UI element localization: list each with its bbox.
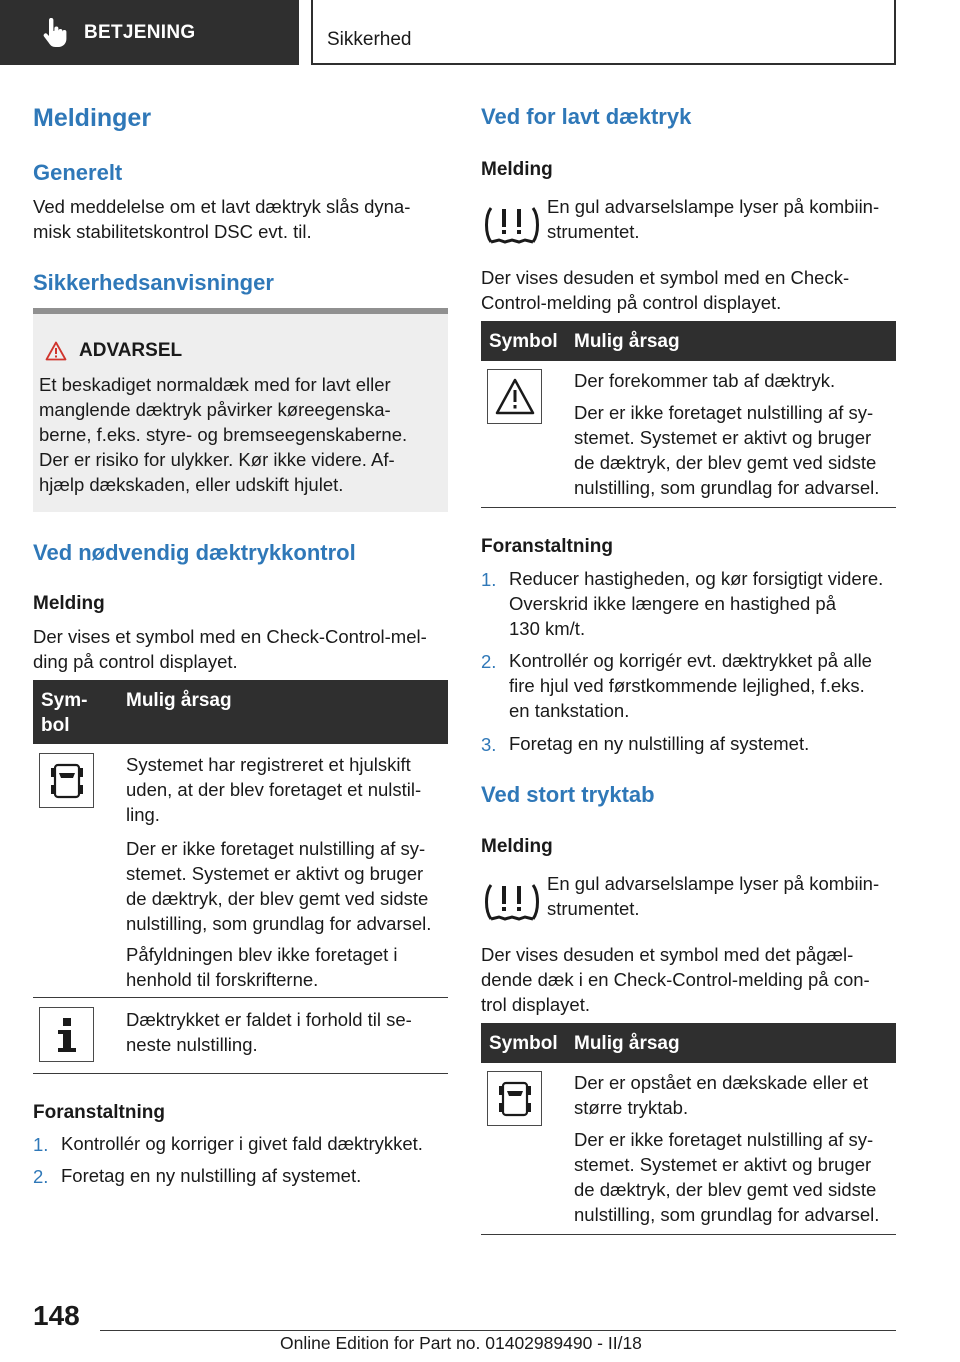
cause-line: de dæktryk, der blev gemt ved sidste — [126, 888, 429, 909]
safety-heading: Sikkerhedsanvisninger — [33, 270, 274, 295]
cause-line: større tryktab. — [574, 1097, 689, 1118]
action-label: Foranstaltning — [481, 536, 613, 557]
lamp-line: En gul advarselslampe lyser på kombiin- — [547, 196, 880, 217]
warning-line: Et beskadiget normaldæk med for lavt eller — [39, 374, 391, 395]
check-heading: Ved nødvendig dæktrykkontrol — [33, 540, 356, 565]
list-line: 130 km/t. — [509, 618, 586, 639]
cause-line: Der er ikke foretaget nulstilling af sy- — [126, 838, 426, 859]
also-line: trol displayet. — [481, 994, 590, 1015]
also-line: Control-melding på control displayet. — [481, 292, 782, 313]
cause-line: nulstilling, som grundlag for advarsel. — [126, 913, 432, 934]
melding-text-line-1: Der vises et symbol med en Check-Control-mel- — [33, 626, 427, 647]
lamp-text — [547, 871, 879, 921]
table-cell — [126, 752, 421, 827]
cause-line: Påfyldningen blev ikke foretaget i — [126, 944, 398, 965]
melding-label: Melding — [481, 159, 553, 180]
table-header — [481, 1023, 896, 1063]
cause-line: de dæktryk, der blev gemt ved sidste — [574, 452, 877, 473]
lamp-line: strumentet. — [547, 221, 640, 242]
cause-line: Der er ikke foretaget nulstilling af sy- — [574, 402, 874, 423]
row-divider — [33, 997, 448, 998]
low-pressure-heading: Ved for lavt dæktryk — [481, 104, 692, 129]
cause-line: Dæktrykket er faldet i forhold til se- — [126, 1009, 412, 1030]
warning-triangle-icon — [487, 369, 542, 424]
also-line: Der vises desuden et symbol med det pågæl- — [481, 944, 854, 965]
action-label: Foranstaltning — [33, 1102, 165, 1123]
list-line: en tankstation. — [509, 700, 630, 721]
cause-line: neste nulstilling. — [126, 1034, 258, 1055]
row-divider — [33, 1073, 448, 1074]
cause-line: Systemet har registreret et hjulskift — [126, 754, 411, 775]
column-header-cause: Mulig årsag — [574, 331, 680, 352]
list-number: 1. — [481, 569, 497, 590]
cause-line: stemet. Systemet er aktivt og bruger — [126, 863, 424, 884]
column-header-symbol: Symbol — [489, 331, 558, 352]
list-item: Kontrollér og korriger i givet fald dæktrykket. — [61, 1133, 423, 1154]
tire-car-icon — [39, 753, 94, 808]
column-header-symbol-2: bol — [41, 715, 70, 736]
section-label: BETJENING — [84, 21, 196, 43]
table-cell — [126, 1007, 412, 1057]
cause-line: nulstilling, som grundlag for advarsel. — [574, 477, 880, 498]
also-text — [481, 265, 849, 315]
column-header-symbol: Symbol — [489, 1033, 558, 1054]
warning-body — [39, 372, 407, 497]
also-line: Der vises desuden et symbol med en Check- — [481, 267, 850, 288]
list-item: Foretag en ny nulstilling af systemet. — [61, 1165, 362, 1186]
lamp-text — [547, 194, 879, 244]
list-line: fire hjul ved førstkommende lejlighed, f.eks. — [509, 675, 865, 696]
column-header-symbol-1: Sym- — [41, 690, 88, 711]
cause-line: stemet. Systemet er aktivt og bruger — [574, 1154, 872, 1175]
melding-label: Melding — [33, 593, 105, 614]
also-text — [481, 942, 870, 1017]
generelt-text-line-1: Ved meddelelse om et lavt dæktryk slås dyna- — [33, 196, 411, 217]
list-number: 1. — [33, 1134, 49, 1155]
table-header — [481, 321, 896, 361]
melding-label: Melding — [481, 836, 553, 857]
warning-line: berne, f.eks. styre- og bremseegenskaberne. — [39, 424, 408, 445]
table-cell — [574, 400, 879, 500]
table-cell — [126, 836, 431, 936]
footer-divider — [100, 1330, 896, 1331]
tire-pressure-warning-icon — [481, 873, 543, 931]
row-divider — [481, 1234, 896, 1235]
table-cell: Der forekommer tab af dæktryk. — [574, 370, 836, 391]
column-header-cause: Mulig årsag — [126, 690, 232, 711]
warning-line: Der er risiko for ulykker. Kør ikke videre. Af- — [39, 449, 395, 470]
table-cell — [126, 942, 398, 992]
cause-line: de dæktryk, der blev gemt ved sidste — [574, 1179, 877, 1200]
table-cell — [574, 1070, 868, 1120]
tire-car-icon — [487, 1071, 542, 1126]
cause-line: Der er opstået en dækskade eller et — [574, 1072, 869, 1093]
warning-line: hjælp dækskaden, eller udskift hjulet. — [39, 474, 344, 495]
lamp-line: En gul advarselslampe lyser på kombiin- — [547, 873, 880, 894]
list-line: Kontrollér og korrigér evt. dæktrykket på alle — [509, 650, 872, 671]
melding-text-line-2: ding på control displayet. — [33, 651, 238, 672]
page-title: Meldinger — [33, 104, 152, 132]
generelt-heading: Generelt — [33, 160, 123, 185]
edition-text: Online Edition for Part no. 01402989490 - II/18 — [280, 1333, 642, 1353]
chapter-label: Sikkerhed — [327, 29, 412, 50]
cause-line: stemet. Systemet er aktivt og bruger — [574, 427, 872, 448]
list-item — [509, 566, 883, 641]
table-header — [33, 680, 448, 744]
generelt-text-line-2: misk stabilitetskontrol DSC evt. til. — [33, 221, 312, 242]
table-cell — [574, 1127, 879, 1227]
warning-line: manglende dæktryk påvirker køreegenska- — [39, 399, 391, 420]
chapter-tab[interactable] — [311, 0, 896, 65]
warning-box — [33, 308, 448, 512]
section-tab[interactable] — [0, 0, 299, 65]
cause-line: henhold til forskrifterne. — [126, 969, 319, 990]
list-item: Foretag en ny nulstilling af systemet. — [509, 733, 810, 754]
list-line: Overskrid ikke længere en hastighed på — [509, 593, 837, 614]
list-item — [509, 648, 872, 723]
cause-line: uden, at der blev foretaget et nulstil- — [126, 779, 422, 800]
column-header-cause: Mulig årsag — [574, 1033, 680, 1054]
page-number: 148 — [33, 1300, 80, 1331]
list-number: 2. — [33, 1166, 49, 1187]
lamp-line: strumentet. — [547, 898, 640, 919]
tire-pressure-warning-icon — [481, 196, 543, 254]
list-line: Reducer hastigheden, og kør forsigtigt videre. — [509, 568, 884, 589]
info-icon — [39, 1007, 94, 1062]
big-loss-heading: Ved stort tryktab — [481, 782, 655, 807]
cause-line: nulstilling, som grundlag for advarsel. — [574, 1204, 880, 1225]
warning-triangle-icon — [45, 341, 67, 361]
list-number: 2. — [481, 651, 497, 672]
cause-line: ling. — [126, 804, 160, 825]
also-line: dende dæk i en Check-Control-melding på con- — [481, 969, 870, 990]
warning-title: ADVARSEL — [79, 340, 183, 361]
cause-line: Der er ikke foretaget nulstilling af sy- — [574, 1129, 874, 1150]
row-divider — [481, 507, 896, 508]
list-number: 3. — [481, 734, 497, 755]
hand-pointer-icon — [40, 18, 68, 48]
